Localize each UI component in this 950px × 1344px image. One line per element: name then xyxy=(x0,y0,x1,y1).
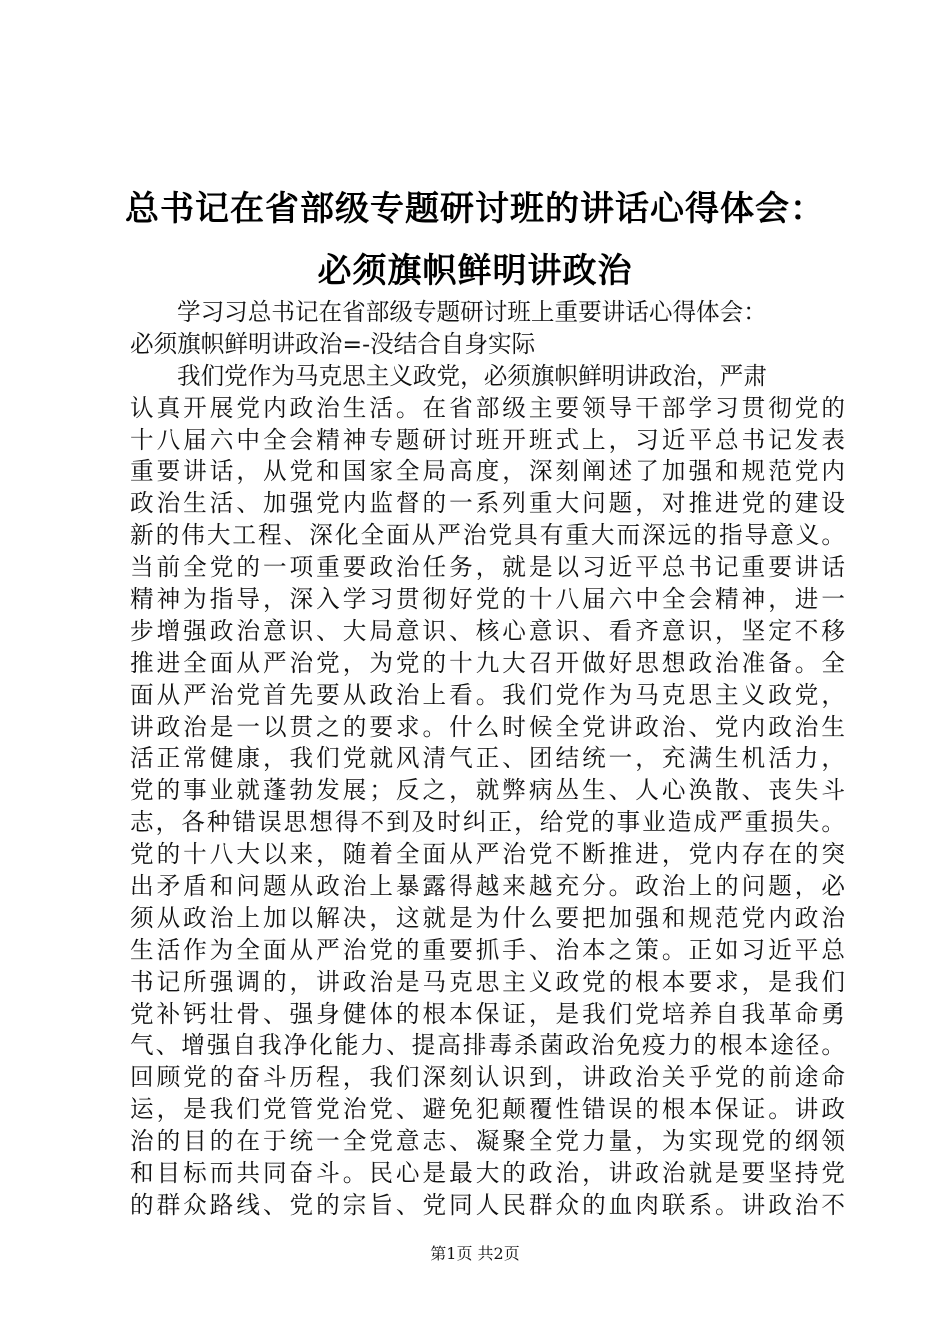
body-line: 当前全党的一项重要政治任务，就是以习近平总书记重要讲话 xyxy=(130,553,845,582)
body-line: 面从严治党首先要从政治上看。我们党作为马克思主义政党， xyxy=(130,680,845,709)
body-line: 志，各种错误思想得不到及时纠正，给党的事业造成严重损失。 xyxy=(130,808,845,837)
body-line: 步增强政治意识、大局意识、核心意识、看齐意识，坚定不移 xyxy=(130,616,845,645)
body-line: 回顾党的奋斗历程，我们深刻认识到，讲政治关乎党的前途命 xyxy=(130,1063,845,1092)
body-line: 党的事业就蓬勃发展；反之，就弊病丛生、人心涣散、丧失斗 xyxy=(130,776,845,805)
body-line: 书记所强调的，讲政治是马克思主义政党的根本要求，是我们 xyxy=(130,967,845,996)
document-title-line-2: 必须旗帜鲜明讲政治 xyxy=(317,251,633,291)
body-line: 讲政治是一以贯之的要求。什么时候全党讲政治、党内政治生 xyxy=(130,712,845,741)
body-line: 十八届六中全会精神专题研讨班开班式上，习近平总书记发表 xyxy=(130,425,845,454)
body-line: 精神为指导，深入学习贯彻好党的十八届六中全会精神，进一 xyxy=(130,585,845,614)
body-line: 必须旗帜鲜明讲政治=-没结合自身实际 xyxy=(130,329,536,358)
body-line: 须从政治上加以解决，这就是为什么要把加强和规范党内政治 xyxy=(130,903,845,932)
body-line: 新的伟大工程、深化全面从严治党具有重大而深远的指导意义。 xyxy=(130,521,845,550)
body-line: 政治生活、加强党内监督的一系列重大问题，对推进党的建设 xyxy=(130,489,845,518)
body-line: 我们党作为马克思主义政党，必须旗帜鲜明讲政治，严肃 xyxy=(177,361,767,390)
page-footer: 第1页 共2页 xyxy=(430,1244,520,1263)
body-line: 活正常健康，我们党就风清气正、团结统一，充满生机活力， xyxy=(130,744,845,773)
body-line: 治的目的在于统一全党意志、凝聚全党力量，为实现党的纲领 xyxy=(130,1127,845,1156)
body-line: 推进全面从严治党，为党的十九大召开做好思想政治准备。全 xyxy=(130,648,845,677)
body-line: 气、增强自我净化能力、提高排毒杀菌政治免疫力的根本途径。 xyxy=(130,1031,845,1060)
body-line: 的群众路线、党的宗旨、党同人民群众的血肉联系。讲政治不 xyxy=(130,1190,845,1219)
body-line: 党的十八大以来，随着全面从严治党不断推进，党内存在的突 xyxy=(130,840,845,869)
body-line: 出矛盾和问题从政治上暴露得越来越充分。政治上的问题，必 xyxy=(130,872,845,901)
body-line: 生活作为全面从严治党的重要抓手、治本之策。正如习近平总 xyxy=(130,935,845,964)
document-body xyxy=(130,297,845,1222)
body-line: 认真开展党内政治生活。在省部级主要领导干部学习贯彻党的 xyxy=(130,393,845,422)
body-line: 重要讲话，从党和国家全局高度，深刻阐述了加强和规范党内 xyxy=(130,457,845,486)
body-line: 和目标而共同奋斗。民心是最大的政治，讲政治就是要坚持党 xyxy=(130,1159,845,1188)
body-line: 运，是我们党管党治党、避免犯颠覆性错误的根本保证。讲政 xyxy=(130,1095,845,1124)
body-line: 学习习总书记在省部级专题研讨班上重要讲话心得体会： xyxy=(177,298,767,326)
body-line: 党补钙壮骨、强身健体的根本保证，是我们党培养自我革命勇 xyxy=(130,999,845,1028)
document-title-line-1: 总书记在省部级专题研讨班的讲话心得体会： xyxy=(125,189,825,229)
